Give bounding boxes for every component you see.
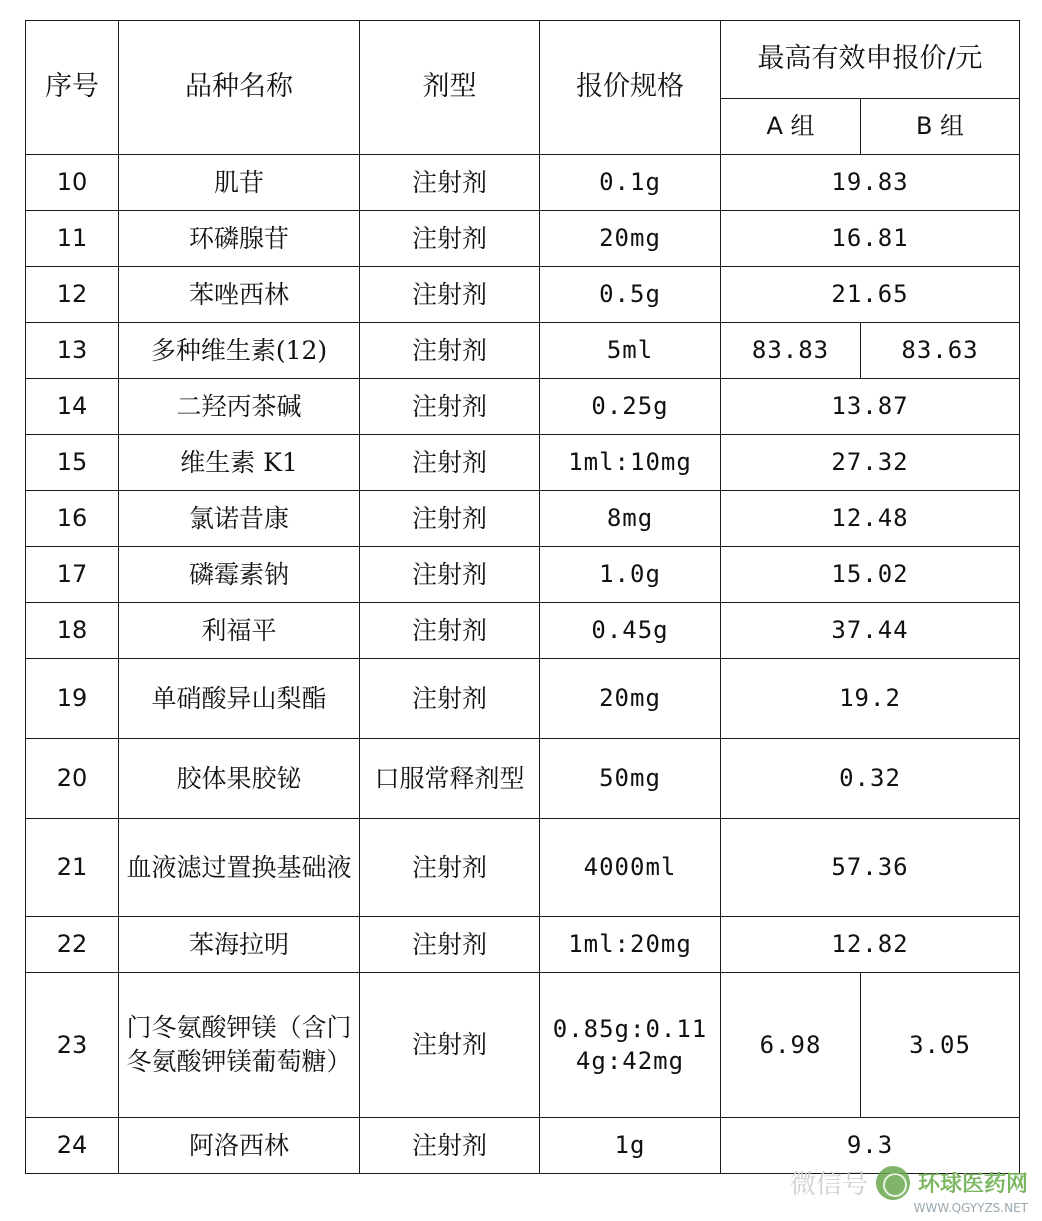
cell-form: 注射剂 — [360, 435, 540, 491]
table-row — [26, 491, 1020, 547]
cell-price: 12.82 — [721, 917, 1020, 973]
cell-index: 13 — [26, 323, 119, 379]
cell-index: 10 — [26, 155, 119, 211]
table-row — [26, 973, 1020, 1118]
cell-spec: 4000ml — [540, 819, 721, 917]
cell-price: 9.3 — [721, 1118, 1020, 1174]
table-row — [26, 739, 1020, 819]
cell-form: 注射剂 — [360, 659, 540, 739]
cell-name: 维生素 K1 — [119, 435, 360, 491]
table-row — [26, 819, 1020, 917]
cell-index: 17 — [26, 547, 119, 603]
cell-form: 注射剂 — [360, 155, 540, 211]
cell-price: 16.81 — [721, 211, 1020, 267]
cell-form: 注射剂 — [360, 603, 540, 659]
cell-index: 12 — [26, 267, 119, 323]
cell-index: 14 — [26, 379, 119, 435]
cell-name: 苯唑西林 — [119, 267, 360, 323]
cell-form: 注射剂 — [360, 547, 540, 603]
cell-price: 27.32 — [721, 435, 1020, 491]
cell-form: 口服常释剂型 — [360, 739, 540, 819]
table-row — [26, 659, 1020, 739]
cell-spec: 0.5g — [540, 267, 721, 323]
watermark-wechat-label: 微信号 — [789, 1170, 868, 1200]
table-row — [26, 379, 1020, 435]
watermark-site: WWW.QGYYZS.NET — [913, 1201, 1028, 1215]
cell-price-b: 83.63 — [861, 323, 1020, 379]
cell-index: 24 — [26, 1118, 119, 1174]
cell-name: 血液滤过置换基础液 — [119, 819, 360, 917]
watermark-brand: 环球医药网 — [917, 1172, 1028, 1197]
cell-spec: 5ml — [540, 323, 721, 379]
cell-name: 胶体果胶铋 — [119, 739, 360, 819]
cell-form: 注射剂 — [360, 379, 540, 435]
cell-price: 37.44 — [721, 603, 1020, 659]
cell-spec: 0.85g:0.114g:42mg — [540, 973, 721, 1118]
header-row — [26, 21, 1020, 99]
price-table — [25, 20, 1020, 1174]
header-group-b: B 组 — [861, 99, 1020, 155]
cell-price: 21.65 — [721, 267, 1020, 323]
cell-spec: 50mg — [540, 739, 721, 819]
cell-form: 注射剂 — [360, 267, 540, 323]
cell-index: 23 — [26, 973, 119, 1118]
header-spec: 报价规格 — [540, 21, 721, 155]
cell-form: 注射剂 — [360, 323, 540, 379]
table-row — [26, 211, 1020, 267]
cell-price: 57.36 — [721, 819, 1020, 917]
cell-spec: 1g — [540, 1118, 721, 1174]
cell-name: 二羟丙茶碱 — [119, 379, 360, 435]
table-row — [26, 547, 1020, 603]
cell-price-a: 6.98 — [721, 973, 861, 1118]
cell-index: 20 — [26, 739, 119, 819]
header-form: 剂型 — [360, 21, 540, 155]
cell-price: 19.2 — [721, 659, 1020, 739]
cell-price: 15.02 — [721, 547, 1020, 603]
header-group-a: A 组 — [721, 99, 861, 155]
cell-spec: 0.25g — [540, 379, 721, 435]
cell-index: 15 — [26, 435, 119, 491]
cell-name: 环磷腺苷 — [119, 211, 360, 267]
cell-name: 苯海拉明 — [119, 917, 360, 973]
cell-index: 16 — [26, 491, 119, 547]
cell-spec: 1ml:10mg — [540, 435, 721, 491]
cell-price-a: 83.83 — [721, 323, 861, 379]
table-row — [26, 603, 1020, 659]
cell-index: 19 — [26, 659, 119, 739]
cell-spec: 20mg — [540, 211, 721, 267]
table-row — [26, 435, 1020, 491]
cell-form: 注射剂 — [360, 1118, 540, 1174]
table-row — [26, 917, 1020, 973]
cell-index: 22 — [26, 917, 119, 973]
table-row — [26, 1118, 1020, 1174]
cell-name: 磷霉素钠 — [119, 547, 360, 603]
cell-spec: 1ml:20mg — [540, 917, 721, 973]
cell-spec: 8mg — [540, 491, 721, 547]
cell-name: 利福平 — [119, 603, 360, 659]
table-row — [26, 155, 1020, 211]
cell-name: 多种维生素(12) — [119, 323, 360, 379]
cell-form: 注射剂 — [360, 973, 540, 1118]
cell-price: 12.48 — [721, 491, 1020, 547]
cell-index: 11 — [26, 211, 119, 267]
cell-form: 注射剂 — [360, 917, 540, 973]
cell-name: 单硝酸异山梨酯 — [119, 659, 360, 739]
table-row — [26, 323, 1020, 379]
cell-price: 0.32 — [721, 739, 1020, 819]
cell-name: 肌苷 — [119, 155, 360, 211]
table-row — [26, 267, 1020, 323]
cell-price: 19.83 — [721, 155, 1020, 211]
cell-name: 氯诺昔康 — [119, 491, 360, 547]
cell-spec: 0.45g — [540, 603, 721, 659]
cell-price-b: 3.05 — [861, 973, 1020, 1118]
cell-form: 注射剂 — [360, 211, 540, 267]
cell-form: 注射剂 — [360, 819, 540, 917]
cell-spec: 0.1g — [540, 155, 721, 211]
cell-name: 阿洛西林 — [119, 1118, 360, 1174]
cell-index: 21 — [26, 819, 119, 917]
cell-index: 18 — [26, 603, 119, 659]
header-index: 序号 — [26, 21, 119, 155]
header-name: 品种名称 — [119, 21, 360, 155]
cell-name: 门冬氨酸钾镁（含门冬氨酸钾镁葡萄糖） — [119, 973, 360, 1118]
cell-price: 13.87 — [721, 379, 1020, 435]
header-price: 最高有效申报价/元 — [721, 21, 1020, 99]
cell-spec: 1.0g — [540, 547, 721, 603]
cell-spec: 20mg — [540, 659, 721, 739]
cell-form: 注射剂 — [360, 491, 540, 547]
